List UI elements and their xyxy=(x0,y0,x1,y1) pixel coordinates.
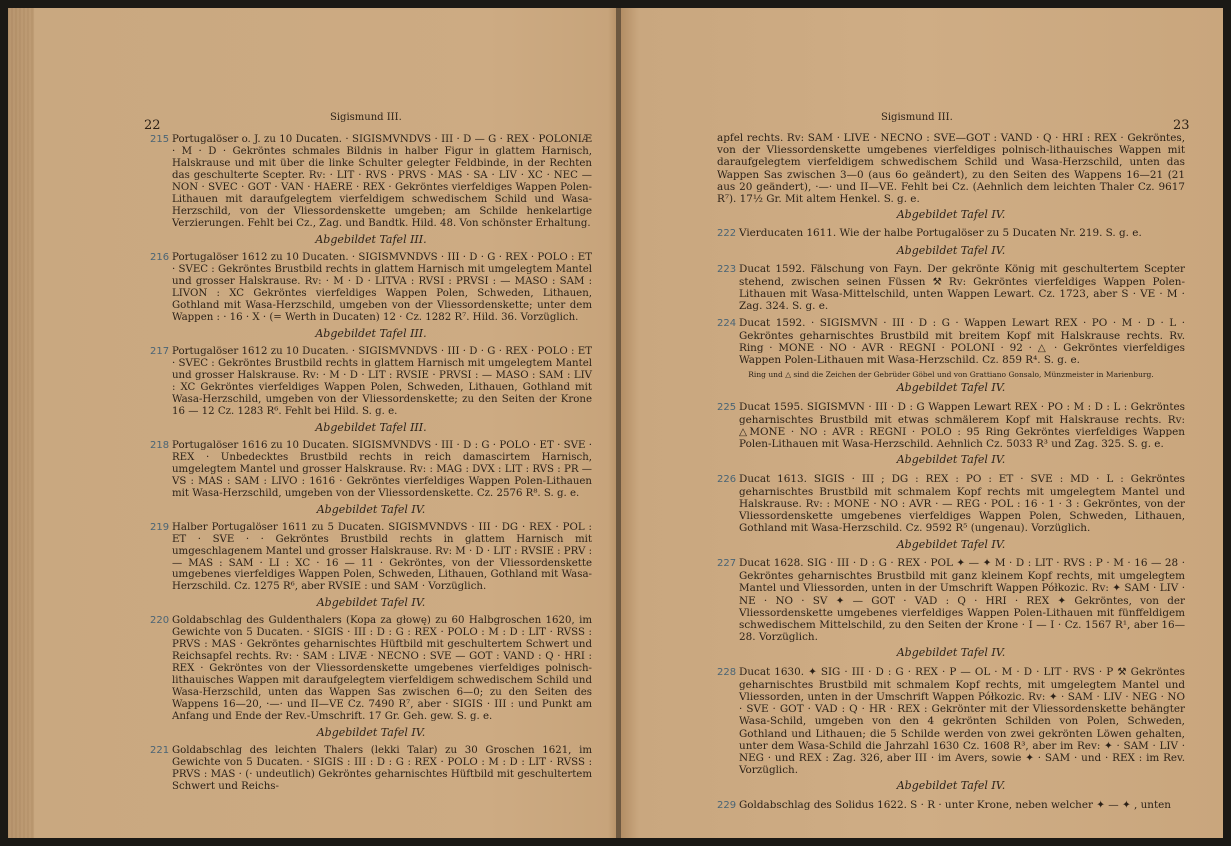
running-header-right: Sigismund III. xyxy=(881,112,953,123)
entry-text: Portugalöser 1616 zu 10 Ducaten. SIGISMVNDVS · III · D : G · POLO · ET · SVE · REX · Unbedecktes Brustbild rechts in reich damascirtem Harnisch, umgelegtem Mantel und grosser Halskrause. Rv: : MAG : DVX : LIT : RVS : PR — VS : MAS : SAM : LIVO : 1616 · Gekröntes vierfeldiges Wappen Polen-Lithauen mit Wasa-Herzschild, umgeben von der Vliessordenskette. Cz. 2576 R⁸. S. g. e. xyxy=(172,439,592,499)
abgebildet-label: Abgebildet Tafel IV. xyxy=(316,726,426,740)
catalog-entry xyxy=(150,745,592,793)
entry-text: Ducat 1592. · SIGISMVN · III · D : G · Wappen Lewart REX · PO · M · D · L · Gekröntes geharnischtes Brustbild mit breitem Kopf mit Halskrause rechts. Rv. Ring · MONE · NO · AVR · REGNI · POLONI · 92 · △ · Gekröntes vierfeldiges Wappen Polen-Lithauen mit Wasa-Herzschild. Cz. 859 R⁴. S. g. e. xyxy=(739,316,1185,367)
book-spread xyxy=(8,8,1223,838)
entry-number: 225 xyxy=(717,401,737,413)
catalog-entry xyxy=(717,263,1185,313)
entry-text: Ducat 1613. SIGIS · III ; DG : REX : PO : ET · SVE : MD · L : Gekröntes geharnischtes Brustbild mit schmalem Kopf rechts mit umgelegtem Mantel und Halskrause. Rv: : MONE · NO : AVR · — REG · POL : 16 · 1 · 3 : Gekröntes, von der Vliessordenskette umgebenes vierfeldiges Wappen Polen, Schweden, Lithauen, Gothland mit Wasa-Herzschild. Cz. 9592 R⁵ (ungenau). Vorzüglich. xyxy=(739,472,1185,535)
catalog-entry xyxy=(717,317,1185,367)
abgebildet-label: Abgebildet Tafel IV. xyxy=(896,646,1006,660)
entry-text: Portugalöser o. J. zu 10 Ducaten. · SIGISMVNDVS · III · D — G · REX · POLONIÆ · M · D · Gekröntes schmales Bildnis in halber Figur in glattem Harnisch, Halskrause und mit über die linke Schulter gelegter Feldbinde, in der Rechten das geschulterte Scepter. Rv: · LIT · RVS · PRVS · MAS · SA · LIV · XC · NEC — NON · SVEC · GOT · VAN · HAERE · REX · Gekröntes vierfeldiges Wappen Polen-Lithauen mit daraufgelegtem vierfeldigem schwedischem Schild und Wasa-Herzschild, von der Vliessordenskette umgeben; am Schilde henkelartige Verzierungen. Fehlt bei Cz., Zag. und Bandtk. Hild. 48. Von schönster Erhaltung. xyxy=(172,134,592,229)
continuation-abgebildet: Abgebildet Tafel IV. xyxy=(896,208,1006,222)
entry-number: 215 xyxy=(150,134,170,145)
entry-text: Portugalöser 1612 zu 10 Ducaten. · SIGISMVNDVS · III · D · G · REX · POLO : ET · SVEC : Gekröntes Brustbild rechts in glattem Harnisch mit umgelegtem Mantel und grosser Halskrause. Rv: · M · D · LIT : RVSIE · PRVSI : — MASO : SAM : LIV : XC Gekröntes vierfeldiges Wappen Polen, Schweden, Lithauen, Gothland mit Wasa-Herzschild, umgeben von der Vliessordenskette; zu den Seiten der Krone 16 — 12 Cz. 1283 R⁶. Fehlt bei Hild. S. g. e. xyxy=(172,345,592,417)
left-page xyxy=(8,8,618,838)
entry-footnote: Ring und △ sind die Zeichen der Gebrüder Göbel und von Grattiano Gonsalo, Münzmeister in Marienburg. xyxy=(748,370,1154,380)
entry-number: 217 xyxy=(150,345,170,357)
abgebildet-label: Abgebildet Tafel IV. xyxy=(896,537,1006,551)
entry-number: 222 xyxy=(717,228,737,240)
entry-text: Goldabschlag des Solidus 1622. S · R · unter Krone, neben welcher ✦ — ✦ , unten xyxy=(739,798,1171,811)
entry-number: 223 xyxy=(717,263,737,275)
abgebildet-label: Abgebildet Tafel IV. xyxy=(316,596,426,610)
abgebildet-label: Abgebildet Tafel IV. xyxy=(896,453,1006,467)
entry-number: 227 xyxy=(717,557,737,569)
entry-text: Goldabschlag des leichten Thalers (lekki Talar) zu 30 Groschen 1621, im Gewichte von 5 Ducaten. · SIGIS : III : D : G : REX · POLO : M : D : LIT · RVSS : PRVS : MAS · (· undeutlich) Gekröntes geharnischtes Hüftbild mit geschultertem Schwert und Reichs- xyxy=(172,745,592,793)
catalog-entry xyxy=(717,799,1185,812)
abgebildet-label: Abgebildet Tafel IV. xyxy=(896,381,1006,395)
catalog-entry xyxy=(150,440,592,500)
entry-number: 221 xyxy=(150,745,170,757)
entry-text: Portugalöser 1612 zu 10 Ducaten. · SIGISMVNDVS · III · D · G · REX · POLO : ET · SVEC : Gekröntes Brustbild rechts in glattem Harnisch mit umgelegtem Mantel und grosser Halskrause. Rv: · M · D · LITVA : RVSI : PRVSI : — MASO : SAM : LIVON : XC Gekröntes vierfeldiges Wappen Polen, Schweden, Lithauen, Gothland mit Wasa-Herzschild, umgeben von der Vliessordenskette; unter dem Wappen : · 16 · X · (= Werth in Ducaten) 12 · Cz. 1282 R⁷. Hild. 36. Vorzüglich. xyxy=(172,251,592,323)
page-edge xyxy=(8,8,34,838)
left-entries xyxy=(150,134,592,797)
entry-number: 228 xyxy=(717,666,737,678)
entry-number: 226 xyxy=(717,473,737,485)
catalog-entry xyxy=(150,346,592,418)
entry-text: Ducat 1630. ✦ SIG · III · D : G · REX · P — OL · M · D · LIT · RVS · P ⚒ Gekröntes geharnischtes Brustbild mit schmalem Kopf rechts, mit umgelegtem Mantel und Vliessorden, unten in der Umschrift Wappen Półkozic. Rv: ✦ · SAM · LIV · NEG · NO · SVE · GOT · VAD : Q · HR · REX : Gekrönter mit der Vliessordenskette behängter Wasa-Schild, umgeben von den 4 gekrönten Schilden von Polen, Schweden, Gothland und Lithauen; die 5 Schilde werden von zwei gekrönten Löwen gehalten, unter dem Wasa-Schild die Jahrzahl 1630 Cz. 1608 R³, aber im Rev: ✦ · SAM · LIV · NEG · und REX : Zag. 326, aber III · im Avers, sowie ✦ · SAM · und · REX : im Rev. Vorzüglich. xyxy=(739,665,1185,777)
catalog-entry xyxy=(717,473,1185,535)
page-number-left: 22 xyxy=(144,118,161,133)
entry-text: Halber Portugalöser 1611 zu 5 Ducaten. SIGISMVNDVS · III · DG · REX · POL : ET · SVE · · Gekröntes Brustbild rechts in glattem Harnisch mit umgeschlagenem Mantel und grosser Halskrause. Rv: M · D · LIT : RVSIE : PRV : — MAS : SAM · LI : XC · 16 — 11 · Gekröntes, von der Vliessordenskette umgebenes vierfeldiges Wappen Polen, Schweden, Lithauen, Gothland mit Wasa-Herzschild. Cz. 1275 R⁶, aber RVSIE : und SAM · Vorzüglich. xyxy=(172,521,592,593)
page-number-right: 23 xyxy=(1173,118,1190,133)
abgebildet-label: Abgebildet Tafel III. xyxy=(315,420,427,434)
entry-number: 219 xyxy=(150,521,170,533)
right-page xyxy=(621,8,1223,838)
entry-text: Vierducaten 1611. Wie der halbe Portugalöser zu 5 Ducaten Nr. 219. S. g. e. xyxy=(739,227,1142,240)
entry-number: 229 xyxy=(717,799,737,811)
entry-number: 224 xyxy=(717,317,737,329)
right-entries xyxy=(717,132,1185,816)
entry-number: 218 xyxy=(150,439,170,451)
entry-number: 216 xyxy=(150,251,170,263)
entry-text: Ducat 1628. SIG · III · D : G · REX · POL ✦ — ✦ M · D : LIT · RVS : P · M · 16 — 28 · Gekröntes geharnischtes Brustbild mit ganz kleinem Kopf rechts, mit umgelegtem Mantel und Vliessorden, unten in der Umschrift Wappen Półkozic. Rv: ✦ SAM · LIV · NE · NO · SV ✦ — GOT · VAD : Q · HRI · REX ✦ Gekröntes, von der Vliessordenskette umgebenes vierfeldiges Wappen Polen-Lithauen mit fünffeldigem schwedischem Mittelschild, zu den Seiten der Krone · I — I · Cz. 1567 R¹, aber 16—28. Vorzüglich. xyxy=(739,556,1185,644)
continuation-text: apfel rechts. Rv: SAM · LIVE · NECNO : SVE—GOT : VAND · Q · HRI : REX · Gekröntes, von der Vliessordenskette umgebenes vierfeldiges polnisch-lithauisches Wappen mit daraufgelegtem vierfeldigem schwedischem Schild und Wasa-Herzschild, unten das Wappen Sas zwischen 3—0 (aus 6o geändert), zu den Seiten des Wappens 16—21 (21 aus 20 geändert), ·—· und II—VE. Fehlt bei Cz. (Aehnlich dem leichten Thaler Cz. 9617 R⁷). 17½ Gr. Mit altem Henkel. S. g. e. xyxy=(717,132,1185,206)
catalog-entry xyxy=(717,227,1185,240)
abgebildet-label: Abgebildet Tafel III. xyxy=(315,326,427,340)
abgebildet-label: Abgebildet Tafel III. xyxy=(315,232,427,246)
catalog-entry xyxy=(150,522,592,594)
running-header-left: Sigismund III. xyxy=(330,112,402,123)
catalog-entry xyxy=(150,252,592,324)
entry-text: Goldabschlag des Guldenthalers (Kopa za głowę) zu 60 Halbgroschen 1620, im Gewichte von 5 Ducaten. · SIGIS · III : D : G : REX · POLO : M : D : LIT · RVSS : PRVS : MAS · Gekröntes geharnischtes Hüftbild mit geschultertem Schwert und Reichsapfel rechts. Rv: · SAM : LIVÆ · NECNO : SVE — GOT : VAND : Q · HRI : REX · Gekröntes von der Vliessordenskette umgebenes vierfeldiges polnisch-lithauisches Wappen mit daraufgelegtem vierfeldigem schwedischem Schild und Wasa-Herzschild, unten das Wappen Sas zwischen 6—0; zu den Seiten des Wappens 16—20, ·—· und II—VE Cz. 7490 R⁷, aber · SIGIS · III : und Punkt am Anfang und Ende der Rev.-Umschrift. 17 Gr. Geh. gew. S. g. e. xyxy=(172,615,592,723)
abgebildet-label: Abgebildet Tafel IV. xyxy=(316,502,426,516)
catalog-entry xyxy=(717,401,1185,451)
catalog-entry xyxy=(717,557,1185,643)
catalog-entry xyxy=(717,666,1185,777)
entry-text: Ducat 1595. SIGISMVN · III · D : G Wappen Lewart REX · PO : M : D : L : Gekröntes geharnischtes Brustbild mit etwas schmälerem Kopf mit Halskrause rechts. Rv: △MONE · NO : AVR : REGNI · POLO : 95 Ring Gekröntes vierfeldiges Wappen Polen-Lithauen mit Wasa-Herzschild. Aehnlich Cz. 5033 R³ und Zag. 325. S. g. e. xyxy=(739,400,1185,451)
catalog-entry xyxy=(150,615,592,723)
entry-text: Ducat 1592. Fälschung von Fayn. Der gekrönte König mit geschultertem Scepter stehend, zwischen seinen Füssen ⚒ Rv: Gekröntes vierfeldiges Wappen Polen-Lithauen mit Wasa-Mittelschild, unten Wappen Lewart. Cz. 1723, aber S · VE · M · Zag. 324. S. g. e. xyxy=(739,262,1185,313)
entry-number: 220 xyxy=(150,615,170,627)
abgebildet-label: Abgebildet Tafel IV. xyxy=(896,779,1006,793)
abgebildet-label: Abgebildet Tafel IV. xyxy=(896,243,1006,257)
catalog-entry xyxy=(150,134,592,230)
